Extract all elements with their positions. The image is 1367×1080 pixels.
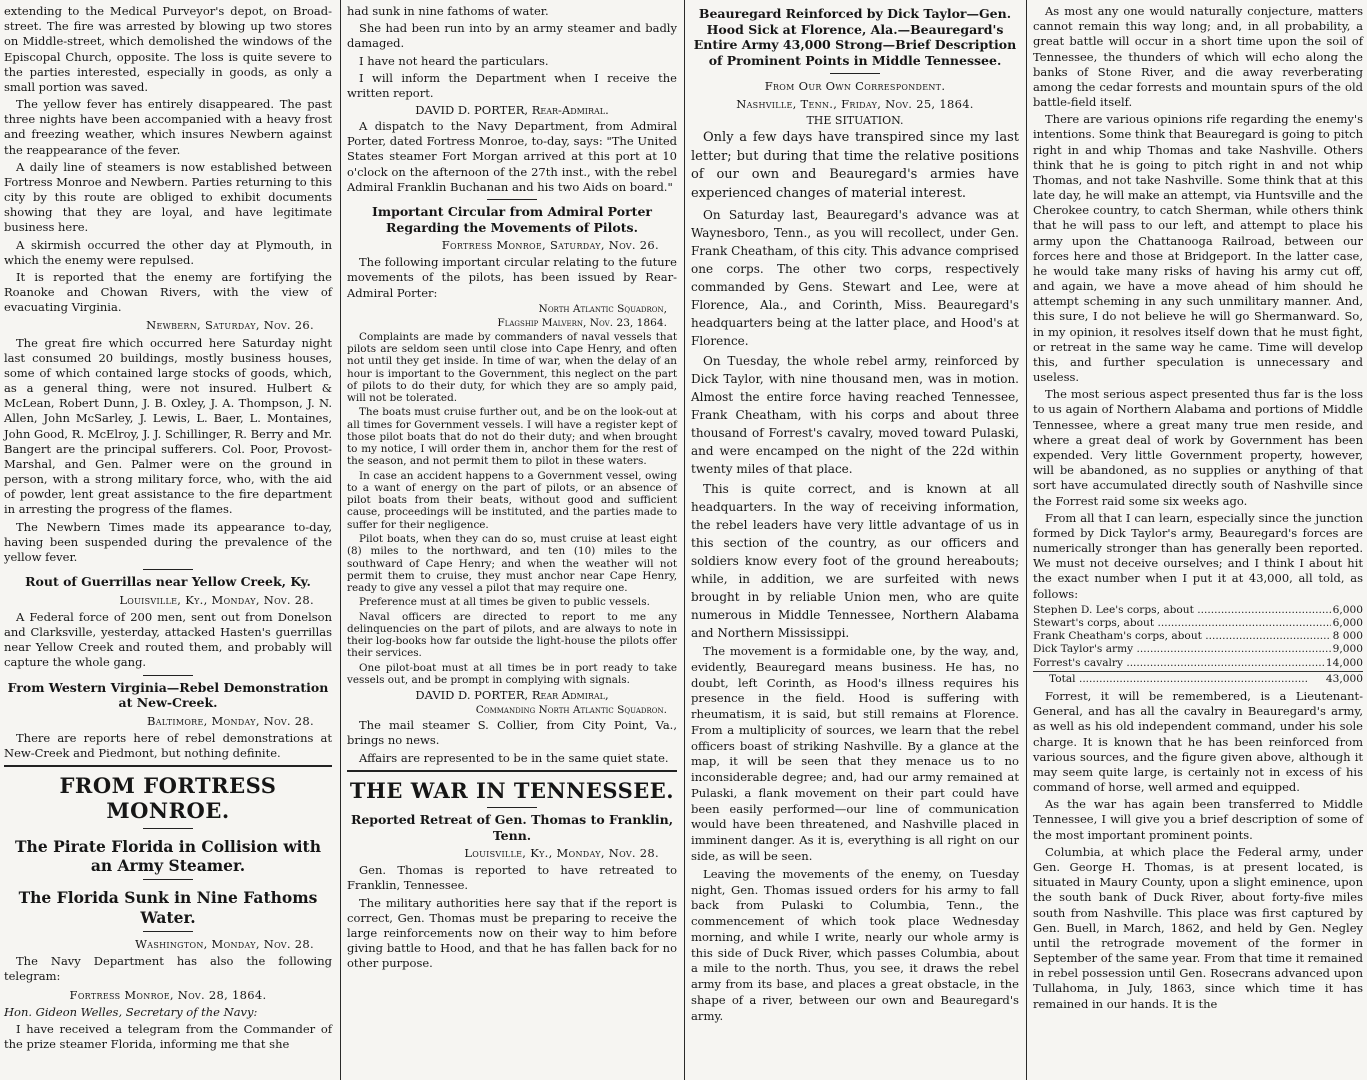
paragraph: Complaints are made by commanders of naval vessels that pilots are seldom seen until close into Cape Henry, and often not until they get inside. In time of war, when the delay of an hour is important to the Government, this neglect on the part of pilots to do their duty, for which they are so amply paid, will not be tolerated.	[347, 330, 677, 405]
paragraph: The Newbern Times made its appearance to-day, having been suspended during the prevalence of the yellow fever.	[4, 519, 332, 564]
dateline: Newbern, Saturday, Nov. 26.	[146, 318, 314, 333]
paragraph: As most any one would naturally conjecture, matters cannot remain this way long; and, in all probability, a great battle will occur in a short time upon the soil of Tennessee, the thunders of which will echo along the banks of Stone River, and die away reverberating among the cedar forrests and mountain spurs of the old battle-field itself.	[1033, 4, 1363, 110]
paragraph: The most serious aspect presented thus far is the loss to us again of Northern Alabama and portions of Middle Tennessee, where a great many true men reside, and where a great deal of work by Government has been expended. Very little Government property, however, will be abandoned, as no supplies or anything of that sort have accumulated directly south of Nashville since the Forrest raid some six weeks ago.	[1033, 387, 1363, 508]
paragraph: The military authorities here say that if the report is correct, Gen. Thomas must be preparing to receive the large reinforcements now on their way to him before giving battle to Hood, and that he has fallen back for no other purpose.	[347, 895, 677, 971]
paragraph: The great fire which occurred here Saturday night last consumed 20 buildings, mostly business houses, some of which contained large stocks of goods, which, as a general thing, were not insured. Hulbert & McLean, Robert Dunn, J. B. Oxley, J. A. Thompson, J. N. Allen, John McSarley, J. Lewis, L. Baer, L. Montaines, John Good, R. McElroy, J. J. Schillinger, R. Berry and Mr. Bangert are the principal sufferers. Col. Poor, Provost-Marshal, and Gen. Palmer were on the ground in person, with a strong military force, who, with the aid of powder, lent great assistance to the fire department in arresting the progress of the flames.	[4, 335, 332, 517]
salutation: Hon. Gideon Welles, Secretary of the Navy:	[4, 1004, 258, 1019]
dateline: Nashville, Tenn., Friday, Nov. 25, 1864.	[736, 96, 974, 111]
headline-pirate-florida: The Pirate Florida in Collision with an Army Steamer.	[15, 836, 321, 875]
table-row: Dick Taylor's army ..... 9,000	[1033, 643, 1363, 656]
dateline: Baltimore, Monday, Nov. 28.	[146, 713, 314, 728]
paragraph: Columbia, at which place the Federal army, under Gen. George H. Thomas, is at present located, is situated in Maury County, upon a slight eminence, upon the south bank of Duck River, about forty-five miles south from Nashville. This place was first captured by Gen. Buell, in March, 1862, and held by Gen. Negley until the retrograde movement of the former in September of the same year. From that time it remained in rebel possession until Gen. Rosecrans advanced upon Tullahoma, in July, 1863, since which time it has remained in our hands. It is the	[1033, 844, 1363, 1011]
table-row: Frank Cheatham's corps, about ..... 8 000	[1033, 630, 1363, 643]
divider	[487, 807, 537, 808]
headline-war-in-tennessee: THE WAR IN TENNESSEE.	[349, 777, 675, 803]
table-row: Stephen D. Lee's corps, about ..... 6,000	[1033, 604, 1363, 617]
headline-guerrillas: Rout of Guerrillas near Yellow Creek, Ky.	[25, 574, 311, 590]
paragraph: A Federal force of 200 men, sent out from Donelson and Clarksville, yesterday, attacked Hasten's guerrillas near Yellow Creek and routed them, and probably will capture the whole gang.	[4, 609, 332, 670]
divider	[143, 828, 193, 829]
paragraph: As the war has again been transferred to Middle Tennessee, I will give you a brief description of some of the most important prominent points.	[1033, 797, 1363, 842]
paragraph: The following important circular relating to the future movements of the pilots, has been issued by Rear-Admiral Porter:	[347, 255, 677, 300]
column-rule	[340, 0, 341, 1080]
paragraph: I will inform the Department when I receive the written report.	[347, 70, 677, 100]
dateline: Louisville, Ky., Monday, Nov. 28.	[119, 592, 314, 607]
paragraph: I have received a telegram from the Commander of the prize steamer Florida, informing me that she	[4, 1021, 332, 1051]
paragraph: I have not heard the particulars.	[359, 53, 549, 68]
paragraph: One pilot-boat must at all times be in port ready to take vessels out, and be prompt in complying with signals.	[347, 661, 677, 686]
squadron-line: North Atlantic Squadron,	[538, 302, 667, 315]
divider	[143, 675, 193, 676]
paragraph: This is quite correct, and is known at all headquarters. In the way of receiving information, the rebel leaders have very little advantage of us in this section of the country, as our officers and soldiers know every foot of the ground hereabouts; while, in addition, we are surfeited with news brought in by reliable Union men, who are quite numerous in Middle Tennessee, Northern Alabama and Northern Mississippi.	[691, 482, 1019, 641]
paragraph: Only a few days have transpired since my last letter; but during that time the relative positions of our own and Beauregard's armies have experienced changes of material interest.	[691, 129, 1019, 202]
paragraph: On Tuesday, the whole rebel army, reinforced by Dick Taylor, with nine thousand men, was in motion. Almost the entire force having reached Tennessee, Frank Cheatham, with his corps and about three thousand of Forrest's cavalry, moved toward Pulaski, and were encamped on the night of the 22d within twenty miles of that place.	[691, 354, 1019, 477]
paragraph: On Saturday last, Beauregard's advance was at Waynesboro, Tenn., as you will recollect, under Gen. Frank Cheatham, of this city. This advance comprised one corps. The other two corps, respectively commanded by Gens. Stewart and Lee, were at Florence, Ala., and Corinth, Miss. Beauregard's headquarters being at the latter place, and Hood's at Florence.	[691, 208, 1019, 349]
paragraph: Pilot boats, when they can do so, must cruise at least eight (8) miles to the northward, and ten (10) miles to the southward of Cape Henry; and when the weather will not permit them to cruise, they must anchor near Cape Henry, ready to give any vessel a pilot that may require one.	[347, 533, 677, 595]
headline-reported-retreat: Reported Retreat of Gen. Thomas to Franklin, Tenn.	[350, 811, 674, 843]
dateline: Washington, Monday, Nov. 28.	[135, 937, 314, 952]
paragraph: Leaving the movements of the enemy, on Tuesday night, Gen. Thomas issued orders for his army to fall back from Pulaski to Columbia, Tenn., the commencement of which took place Wednesday morning, and while I write, nearly our whole army is this side of Duck River, which passes Columbia, about a mile to the north. Thus, you see, it draws the rebel army from its base, and places a great obstacle, in the shape of a river, between our own and Beauregard's army.	[691, 866, 1019, 1023]
paragraph: Naval officers are directed to report to me any delinquencies on the part of pilots, and are always to note in their log-books how far outside the light-house the pilots offer their services.	[347, 610, 677, 660]
divider	[4, 765, 332, 767]
paragraph: There are various opinions rife regarding the enemy's intentions. Some think that Beauregard is going to pitch right in and whip Thomas and take Nashville. Others think that he is going to pitch right in and not whip Thomas, and not take Nashville. Some think that at this late day, he will make an attempt, via Huntsville and the Cherokee country, to catch Sherman, while others think that he will pass to our left, and attempt to place his army upon the Chattanooga Railroad, between our forces here and those at Bridgeport. In the latter case, he would take many risks of having his army cut off, and again, we have a move ahead of him should he attempt scheming in any such unmilitary manner. And, this sure, I do not believe he will go Shermanward. So, in my opinion, it resolves itself down that he must fight, or retreat in the same way he came. Time will develop this, and further speculation is unnecessary and useless.	[1033, 112, 1363, 385]
dateline: Fortress Monroe, Saturday, Nov. 26.	[441, 238, 659, 253]
dateline: Fortress Monroe, Nov. 28, 1864.	[69, 987, 267, 1002]
paragraph: The yellow fever has entirely disappeared. The past three nights have been accompanied with a heavy frost and freezing weather, which insures Newbern against the reappearance of the fever.	[4, 97, 332, 157]
paragraph: The movement is a formidable one, by the way, and, evidently, Beauregard means business. He has, no doubt, left Corinth, as Hood's illness requires his presence in the field. Hood is suffering with rheumatism, it is said, but still remains at Florence. From a multiplicity of sources, we learn that the rebel officers boast of striking Nashville. By a glance at the map, it will be seen that they menace us to no inconsiderable degree; and, had our army remained at Pulaski, a flank movement on their part could have been easily performed—our line of communication would have been threatened, and Nashville placed in imminent danger. As it is, everything is all right on our side, as will be seen.	[691, 644, 1019, 864]
table-row: Stewart's corps, about ..... 6,000	[1033, 617, 1363, 630]
paragraph: A daily line of steamers is now established between Fortress Monroe and Newbern. Parties returning to this city by this route are obliged to exhibit documents showing that they are loyal, and have legitimate business here.	[4, 159, 332, 235]
column-rule	[1026, 0, 1027, 1080]
paragraph: It is reported that the enemy are fortifying the Roanoke and Chowan Rivers, with the view of evacuating Virginia.	[4, 269, 332, 315]
headline-fortress-monroe: FROM FORTRESS MONROE.	[59, 773, 277, 824]
signature: DAVID D. PORTER, Rear-Admiral.	[415, 103, 609, 118]
section-heading: THE SITUATION.	[806, 113, 904, 127]
paragraph: Affairs are represented to be in the same quiet state.	[359, 750, 669, 765]
headline-western-virginia: From Western Virginia—Rebel Demonstration at New-Creek.	[7, 679, 329, 711]
paragraph: There are reports here of rebel demonstrations at New-Creek and Piedmont, but nothing definite.	[4, 730, 332, 761]
divider	[143, 879, 193, 880]
paragraph: In case an accident happens to a Government vessel, owing to a want of energy on the part of pilots, or an absence of pilot boats from their beats, without good and sufficient cause, proceedings will be instituted, and the parties made to suffer for their negligence.	[347, 469, 677, 531]
paragraph: She had been run into by an army steamer and badly damaged.	[347, 21, 677, 51]
divider	[487, 199, 537, 200]
column-1	[0, 0, 336, 1080]
paragraph: Gen. Thomas is reported to have retreated to Franklin, Tennessee.	[347, 863, 677, 893]
paragraph: A skirmish occurred the other day at Plymouth, in which the enemy were repulsed.	[4, 237, 332, 267]
divider	[347, 770, 677, 772]
signature: DAVID D. PORTER, Rear Admiral,	[415, 688, 609, 703]
paragraph: The mail steamer S. Collier, from City Point, Va., brings no news.	[347, 718, 677, 748]
headline-beauregard: Beauregard Reinforced by Dick Taylor—Gen. Hood Sick at Florence, Ala.—Beauregard's Entire Army 43,000 Strong—Brief Description of Prominent Points in Middle Tennessee.	[693, 6, 1017, 68]
paragraph: Preference must at all times be given to public vessels.	[359, 596, 650, 609]
army-strength-table	[1033, 604, 1363, 686]
headline-florida-sunk: The Florida Sunk in Nine Fathoms Water.	[18, 888, 318, 927]
dateline: Louisville, Ky., Monday, Nov. 28.	[464, 846, 659, 861]
paragraph: From all that I can learn, especially since the junction formed by Dick Taylor's army, Beauregard's forces are numerically stronger than has generally been reported. We must not deceive ourselves; and I think I about hit the exact number when I put it at 43,000, all told, as follows:	[1033, 510, 1363, 601]
signature-title: Commanding North Atlantic Squadron.	[475, 704, 667, 717]
paragraph: extending to the Medical Purveyor's depot, on Broad-street. The fire was arrested by blowing up two stores on Middle-street, which demolished the windows of the Episcopal Church, opposite. The loss is quite severe to the parties interested, especially in goods, as only a small portion was saved.	[4, 4, 332, 94]
column-3	[687, 0, 1023, 1080]
flagship-line: Flagship Malvern, Nov. 23, 1864.	[497, 316, 667, 329]
paragraph: The Navy Department has also the following telegram:	[4, 954, 332, 984]
divider	[143, 569, 193, 570]
column-4	[1029, 0, 1367, 1080]
divider	[830, 73, 880, 74]
divider	[143, 931, 193, 932]
column-2	[343, 0, 681, 1080]
column-rule	[684, 0, 685, 1080]
table-total-row: Total ..... 43,000	[1033, 671, 1363, 686]
correspondent-line: From Our Own Correspondent.	[764, 78, 946, 93]
paragraph: Forrest, it will be remembered, is a Lieutenant-General, and has all the cavalry in Beauregard's army, as well as his old independent command, under his sole charge. It is known that he has been reinforced from various sources, and the figure given above, although it may seem quite large, is certainly not in excess of his command of horse, well armed and equipped.	[1033, 689, 1363, 795]
paragraph: A dispatch to the Navy Department, from Admiral Porter, dated Fortress Monroe, to-day, says: "The United States steamer Fort Morgan arrived at this port at 10 o'clock on the afternoon of the 27th inst., with the rebel Admiral Franklin Buchanan and his two Aids on board."	[347, 119, 677, 194]
paragraph: had sunk in nine fathoms of water.	[347, 4, 549, 18]
table-row: Forrest's cavalry ..... 14,000	[1033, 657, 1363, 670]
headline-circular: Important Circular from Admiral Porter Regarding the Movements of Pilots.	[372, 203, 652, 235]
circular-body	[347, 331, 677, 686]
paragraph: The boats must cruise further out, and be on the look-out at all times for Government vessels. I will have a register kept of those pilot boats that do not do their duty; and when brought to my notice, I will order them in, anchor them for the rest of the season, and not permit them to pilot in these waters.	[347, 406, 677, 468]
